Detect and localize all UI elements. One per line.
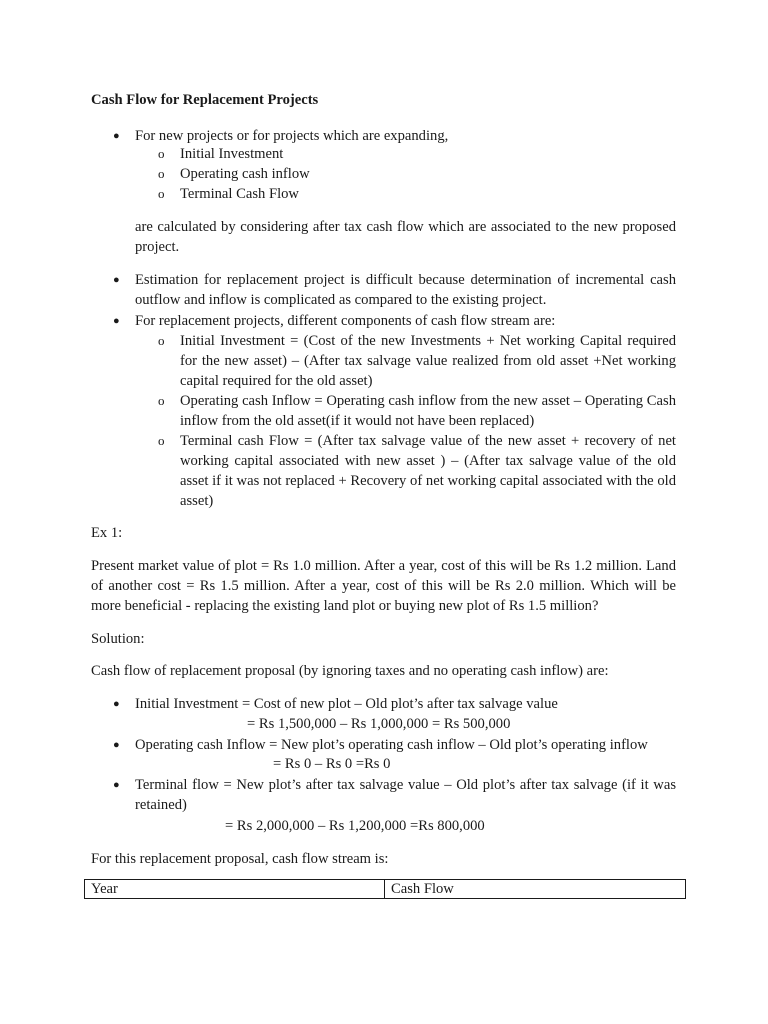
calc-line: = Rs 0 – Rs 0 =Rs 0 [273, 756, 391, 772]
sub-item-text: Terminal cash Flow = (After tax salvage value of the new asset + recovery of net working capital associated with new asset ) – (After tax salvage value of the old asset if it was not replaced + Recovery of net working capital associated with the old asset) [180, 433, 676, 509]
example-problem: Present market value of plot = Rs 1.0 million. After a year, cost of this will be Rs 1.2 million. Land of another cost = Rs 1.5 million. After a year, cost of this will be Rs 2.0 million. Which will be more beneficial - replacing the existing land plot or buying new plot of Rs 1.5 million? [91, 558, 676, 614]
bullet-text: Operating cash Inflow = New plot’s operating cash inflow – Old plot’s operating inflow [135, 737, 648, 753]
bullet-dot-icon: ● [113, 779, 120, 791]
sub-item-text: Terminal Cash Flow [180, 186, 299, 202]
bullet-dot-icon: ● [113, 274, 120, 286]
table-header-row [85, 880, 686, 899]
circle-bullet-icon: o [158, 166, 165, 181]
cash-flow-table [84, 879, 686, 899]
sub-item-text: Initial Investment [180, 146, 284, 162]
stream-label: For this replacement proposal, cash flow stream is: [91, 851, 389, 867]
circle-bullet-icon: o [158, 433, 165, 448]
sub-item-text: Operating cash Inflow = Operating cash inflow from the new asset – Operating Cash inflow from the old asset(if it would not have been replaced) [180, 393, 676, 429]
bullet-text: For new projects or for projects which are expanding, [135, 128, 449, 144]
bullet-text: For replacement projects, different components of cash flow stream are: [135, 313, 556, 329]
circle-bullet-icon: o [158, 146, 165, 161]
table-header-cash-flow: Cash Flow [385, 880, 686, 899]
example-label: Ex 1: [91, 525, 123, 541]
bullet-dot-icon: ● [113, 698, 120, 710]
table-header-year: Year [85, 880, 385, 899]
circle-bullet-icon: o [158, 186, 165, 201]
bullet-dot-icon: ● [113, 739, 120, 751]
bullet-dot-icon: ● [113, 130, 120, 142]
circle-bullet-icon: o [158, 333, 165, 348]
section-title: Cash Flow for Replacement Projects [91, 92, 319, 108]
solution-intro: Cash flow of replacement proposal (by ignoring taxes and no operating cash inflow) are: [91, 663, 609, 679]
bullet-text: Initial Investment = Cost of new plot – Old plot’s after tax salvage value [135, 696, 558, 712]
paragraph: are calculated by considering after tax cash flow which are associated to the new proposed project. [135, 219, 676, 255]
bullet-text: Estimation for replacement project is difficult because determination of incremental cash outflow and inflow is complicated as compared to the existing project. [135, 272, 676, 308]
sub-item-text: Initial Investment = (Cost of the new Investments + Net working Capital required for the new asset) – (After tax salvage value realized from old asset +Net working capital required for the old asset) [180, 333, 676, 389]
bullet-dot-icon: ● [113, 315, 120, 327]
solution-label: Solution: [91, 631, 145, 647]
circle-bullet-icon: o [158, 393, 165, 408]
sub-item-text: Operating cash inflow [180, 166, 310, 182]
calc-line: = Rs 2,000,000 – Rs 1,200,000 =Rs 800,000 [225, 818, 485, 834]
bullet-text: Terminal flow = New plot’s after tax salvage value – Old plot’s after tax salvage (if it was retained) [135, 777, 676, 813]
calc-line: = Rs 1,500,000 – Rs 1,000,000 = Rs 500,000 [247, 716, 511, 732]
